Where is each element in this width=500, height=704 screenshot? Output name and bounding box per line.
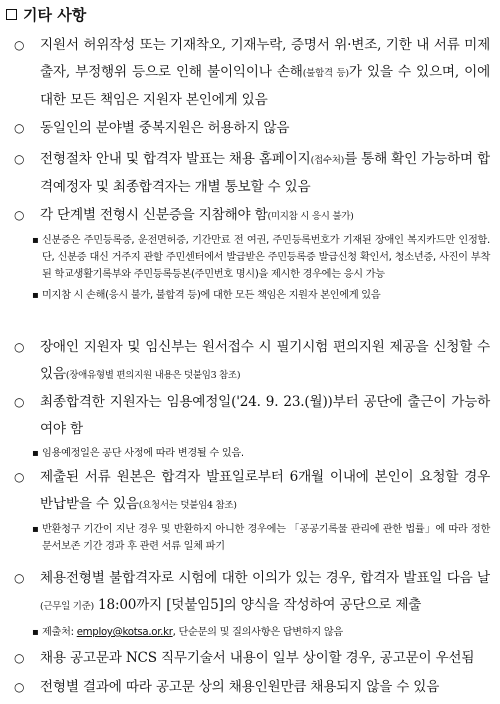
small-dot-icon: ▪ <box>32 627 39 638</box>
hollow-circle-bullet-icon: ○ <box>14 38 25 52</box>
list-item <box>0 146 500 201</box>
hollow-circle-bullet-icon: ○ <box>14 651 25 665</box>
checkbox-square-icon <box>6 9 17 20</box>
list-item <box>0 115 500 142</box>
item-text: ○ 동일인의 분야별 중복지원은 허용하지 않음 <box>0 115 500 142</box>
small-dot-icon: ▪ <box>32 524 39 535</box>
hollow-circle-bullet-icon: ○ <box>14 571 25 585</box>
item-text: ○ 전형절차 안내 및 합격자 발표는 채용 홈페이지(접수처)를 통해 확인 가능하며 합격예정자 및 최종합격자는 개별 통보할 수 있음 <box>0 146 500 201</box>
hollow-circle-bullet-icon: ○ <box>14 470 25 484</box>
item-text: ○ 체용전형별 불합격자로 시험에 대한 이의가 있는 경우, 합격자 발표일 다음 날(근무일 기준) 18:00까지 [덧붙임5]의 양식을 작성하여 공단으로 제출 <box>0 565 500 620</box>
item-text: ○ 각 단계별 전형시 신분증을 지참해야 함(미지참 시 응시 불가) <box>0 202 500 230</box>
hollow-circle-bullet-icon: ○ <box>14 152 25 166</box>
hollow-circle-bullet-icon: ○ <box>14 121 25 135</box>
hollow-circle-bullet-icon: ○ <box>14 680 25 694</box>
sub-item: ▪ 신분증은 주민등록증, 운전면허증, 기간만료 전 여권, 주민등록번호가 기재된 장애인 복지카드만 인정함. 단, 신분증 대신 거주지 관할 주민센터에서 발급받은 주민등록증 발급신청 확인서, 청소년증, 사진이 부착된 학교생활기록부와 주민등록등본(주민번호 명시)을 제시한 경우에는 응시 가능 <box>0 232 500 283</box>
list-item <box>0 674 500 701</box>
list-item <box>0 202 500 304</box>
small-dot-icon: ▪ <box>32 235 39 246</box>
list-item <box>0 334 500 389</box>
small-dot-icon: ▪ <box>32 448 39 459</box>
item-text: ○ 전형별 결과에 따라 공고문 상의 채용인원만큼 채용되지 않을 수 있음 <box>0 674 500 701</box>
sub-item: ▪ 임용예정일은 공단 사정에 따라 변경될 수 있음. <box>0 445 500 462</box>
item-text: ○ 제출된 서류 원본은 합격자 발표일로부터 6개월 이내에 본인이 요청할 경우 반납받을 수 있음(요청서는 덧붙임4 참조) <box>0 464 500 519</box>
section-title <box>6 4 86 25</box>
list-item <box>0 645 500 672</box>
item-text: ○ 최종합격한 지원자는 임용예정일('24. 9. 23.(월))부터 공단에 출근이 가능하여야 함 <box>0 389 500 443</box>
hollow-circle-bullet-icon: ○ <box>14 208 25 222</box>
sub-item: ▪ 미지참 시 손해(응시 불가, 불합격 등)에 대한 모든 책임은 지원자 본인에게 있음 <box>0 287 500 304</box>
hollow-circle-bullet-icon: ○ <box>14 395 25 409</box>
sub-item: ▪ 제출처: employ@kotsa.or.kr, 단순문의 및 질의사항은 답변하지 않음 <box>0 624 500 641</box>
list-item <box>0 32 500 114</box>
list-item <box>0 464 500 555</box>
email-link[interactable]: employ@kotsa.or.kr <box>76 627 173 638</box>
small-dot-icon: ▪ <box>32 290 39 301</box>
item-text: ○ 지원서 허위작성 또는 기재착오, 기재누락, 증명서 위·변조, 기한 내 서류 미제출자, 부정행위 등으로 인해 불이익이나 손해(불합격 등)가 있을 수 있으며, 이에 대한 모든 책임은 지원자 본인에게 있음 <box>0 32 500 114</box>
list-item <box>0 389 500 462</box>
hollow-circle-bullet-icon: ○ <box>14 340 25 354</box>
sub-item: ▪ 반환청구 기간이 지난 경우 및 반환하지 아니한 경우에는 「공공기록물 관리에 관한 법률」에 따라 정한 문서보존 기간 경과 후 관련 서류 일체 파기 <box>0 521 500 555</box>
item-text: ○ 채용 공고문과 NCS 직무기술서 내용이 일부 상이할 경우, 공고문이 우선됨 <box>0 645 500 672</box>
section-title-text: 기타 사항 <box>23 6 87 24</box>
list-item <box>0 565 500 641</box>
item-text: ○ 장애인 지원자 및 임신부는 원서접수 시 필기시험 편의지원 제공을 신청할 수 있음(장애유형별 편의지원 내용은 덧붙임3 참조) <box>0 334 500 389</box>
